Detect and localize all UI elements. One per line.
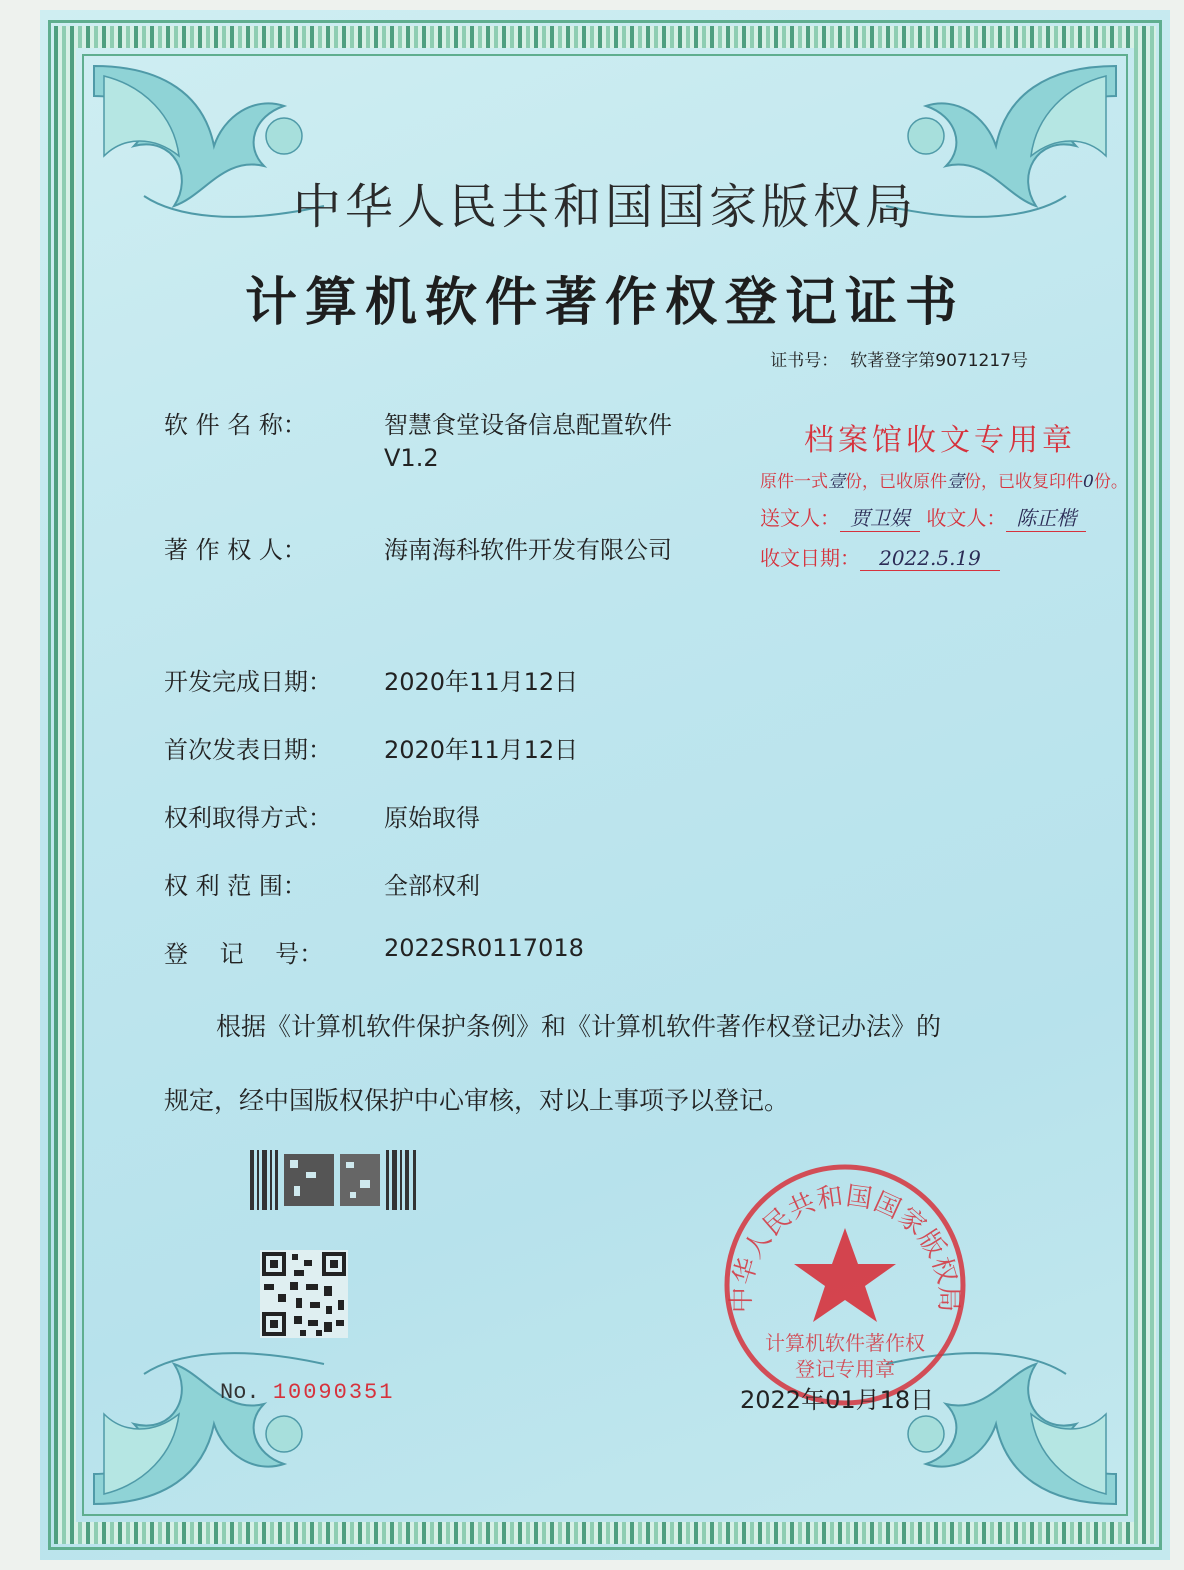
receive-date-label: 收文日期： (760, 546, 860, 570)
field-label: 权 利 范 围： (164, 872, 307, 900)
field-value: 2022SR0117018 (384, 934, 584, 962)
field-rights-scope (164, 866, 480, 901)
seal-ring-text: 中华人民共和国国家版权局 (726, 1181, 964, 1314)
handwritten-count: 0 (1083, 472, 1094, 492)
field-software-name (164, 405, 672, 472)
receive-date-handwritten: 2022.5.19 (860, 546, 1000, 571)
field-value: 原始取得 (384, 804, 480, 832)
receiver-label: 收文人： (926, 506, 1007, 530)
copies-text: 份。 (1093, 472, 1128, 492)
archive-copies-line (760, 467, 1128, 492)
field-label: 首次发表日期： (164, 736, 332, 764)
serial-number (220, 1380, 394, 1405)
certificate-number (770, 346, 1040, 371)
field-value: 海南海科软件开发有限公司 (384, 536, 672, 564)
corner-ornament-icon (84, 1324, 344, 1514)
barcode-icon (250, 1150, 420, 1210)
receiver-signature: 陈正楷 (1006, 502, 1086, 532)
software-version: V1.2 (384, 444, 439, 472)
issuing-authority: 中华人民共和国国家版权局 (292, 179, 917, 235)
field-label: 软 件 名 称： (164, 411, 307, 439)
archive-stamp-heading: 档案馆收文专用章 (804, 423, 1076, 458)
copies-text: 原件一式 (760, 472, 828, 492)
copies-text: 份，已收原件 (845, 472, 947, 492)
sender-label: 送文人： (760, 506, 840, 530)
official-seal-icon (720, 1160, 970, 1410)
field-label: 登 记 号： (164, 940, 324, 968)
handwritten-count: 壹 (947, 472, 964, 492)
seal-inner-line-1: 计算机软件著作权 (765, 1331, 925, 1355)
statement-line-2: 规定，经中国版权保护中心审核，对以上事项予以登记。 (164, 1086, 790, 1115)
issue-date: 2022年01月18日 (740, 1386, 935, 1414)
archive-sender-receiver-line (760, 502, 1100, 532)
statement-line-1: 根据《计算机软件保护条例》和《计算机软件著作权登记办法》的 (216, 1012, 942, 1041)
field-acquisition-method (164, 798, 480, 833)
serial-label: No. (220, 1380, 260, 1405)
field-copyright-owner (164, 530, 672, 565)
field-label: 开发完成日期： (164, 668, 332, 696)
field-completion-date (164, 662, 578, 697)
certificate-sheet (40, 10, 1170, 1560)
field-registration-number (164, 934, 584, 969)
certificate-number-value: 软著登字第9071217号 (850, 351, 1028, 371)
field-publication-date (164, 730, 578, 765)
certificate-title: 计算机软件著作权登记证书 (244, 272, 965, 333)
qr-code-icon (260, 1250, 348, 1338)
sender-signature: 贾卫娱 (840, 502, 920, 532)
field-value (384, 405, 672, 472)
field-value: 全部权利 (384, 872, 480, 900)
field-label: 著 作 权 人： (164, 536, 307, 564)
seal-inner-line-2: 登记专用章 (795, 1357, 895, 1381)
field-label: 权利取得方式： (164, 804, 332, 832)
archive-date-line (760, 542, 1100, 571)
certificate-number-label: 证书号： (770, 351, 839, 371)
handwritten-count: 壹 (828, 472, 845, 492)
archive-receipt-stamp (760, 415, 1128, 590)
field-value: 2020年11月12日 (384, 736, 579, 764)
copies-text: 份，已收复印件 (964, 472, 1083, 492)
software-name: 智慧食堂设备信息配置软件 (384, 411, 672, 439)
statement (164, 990, 1084, 1138)
serial-value: 10090351 (272, 1380, 395, 1405)
field-value: 2020年11月12日 (384, 668, 579, 696)
